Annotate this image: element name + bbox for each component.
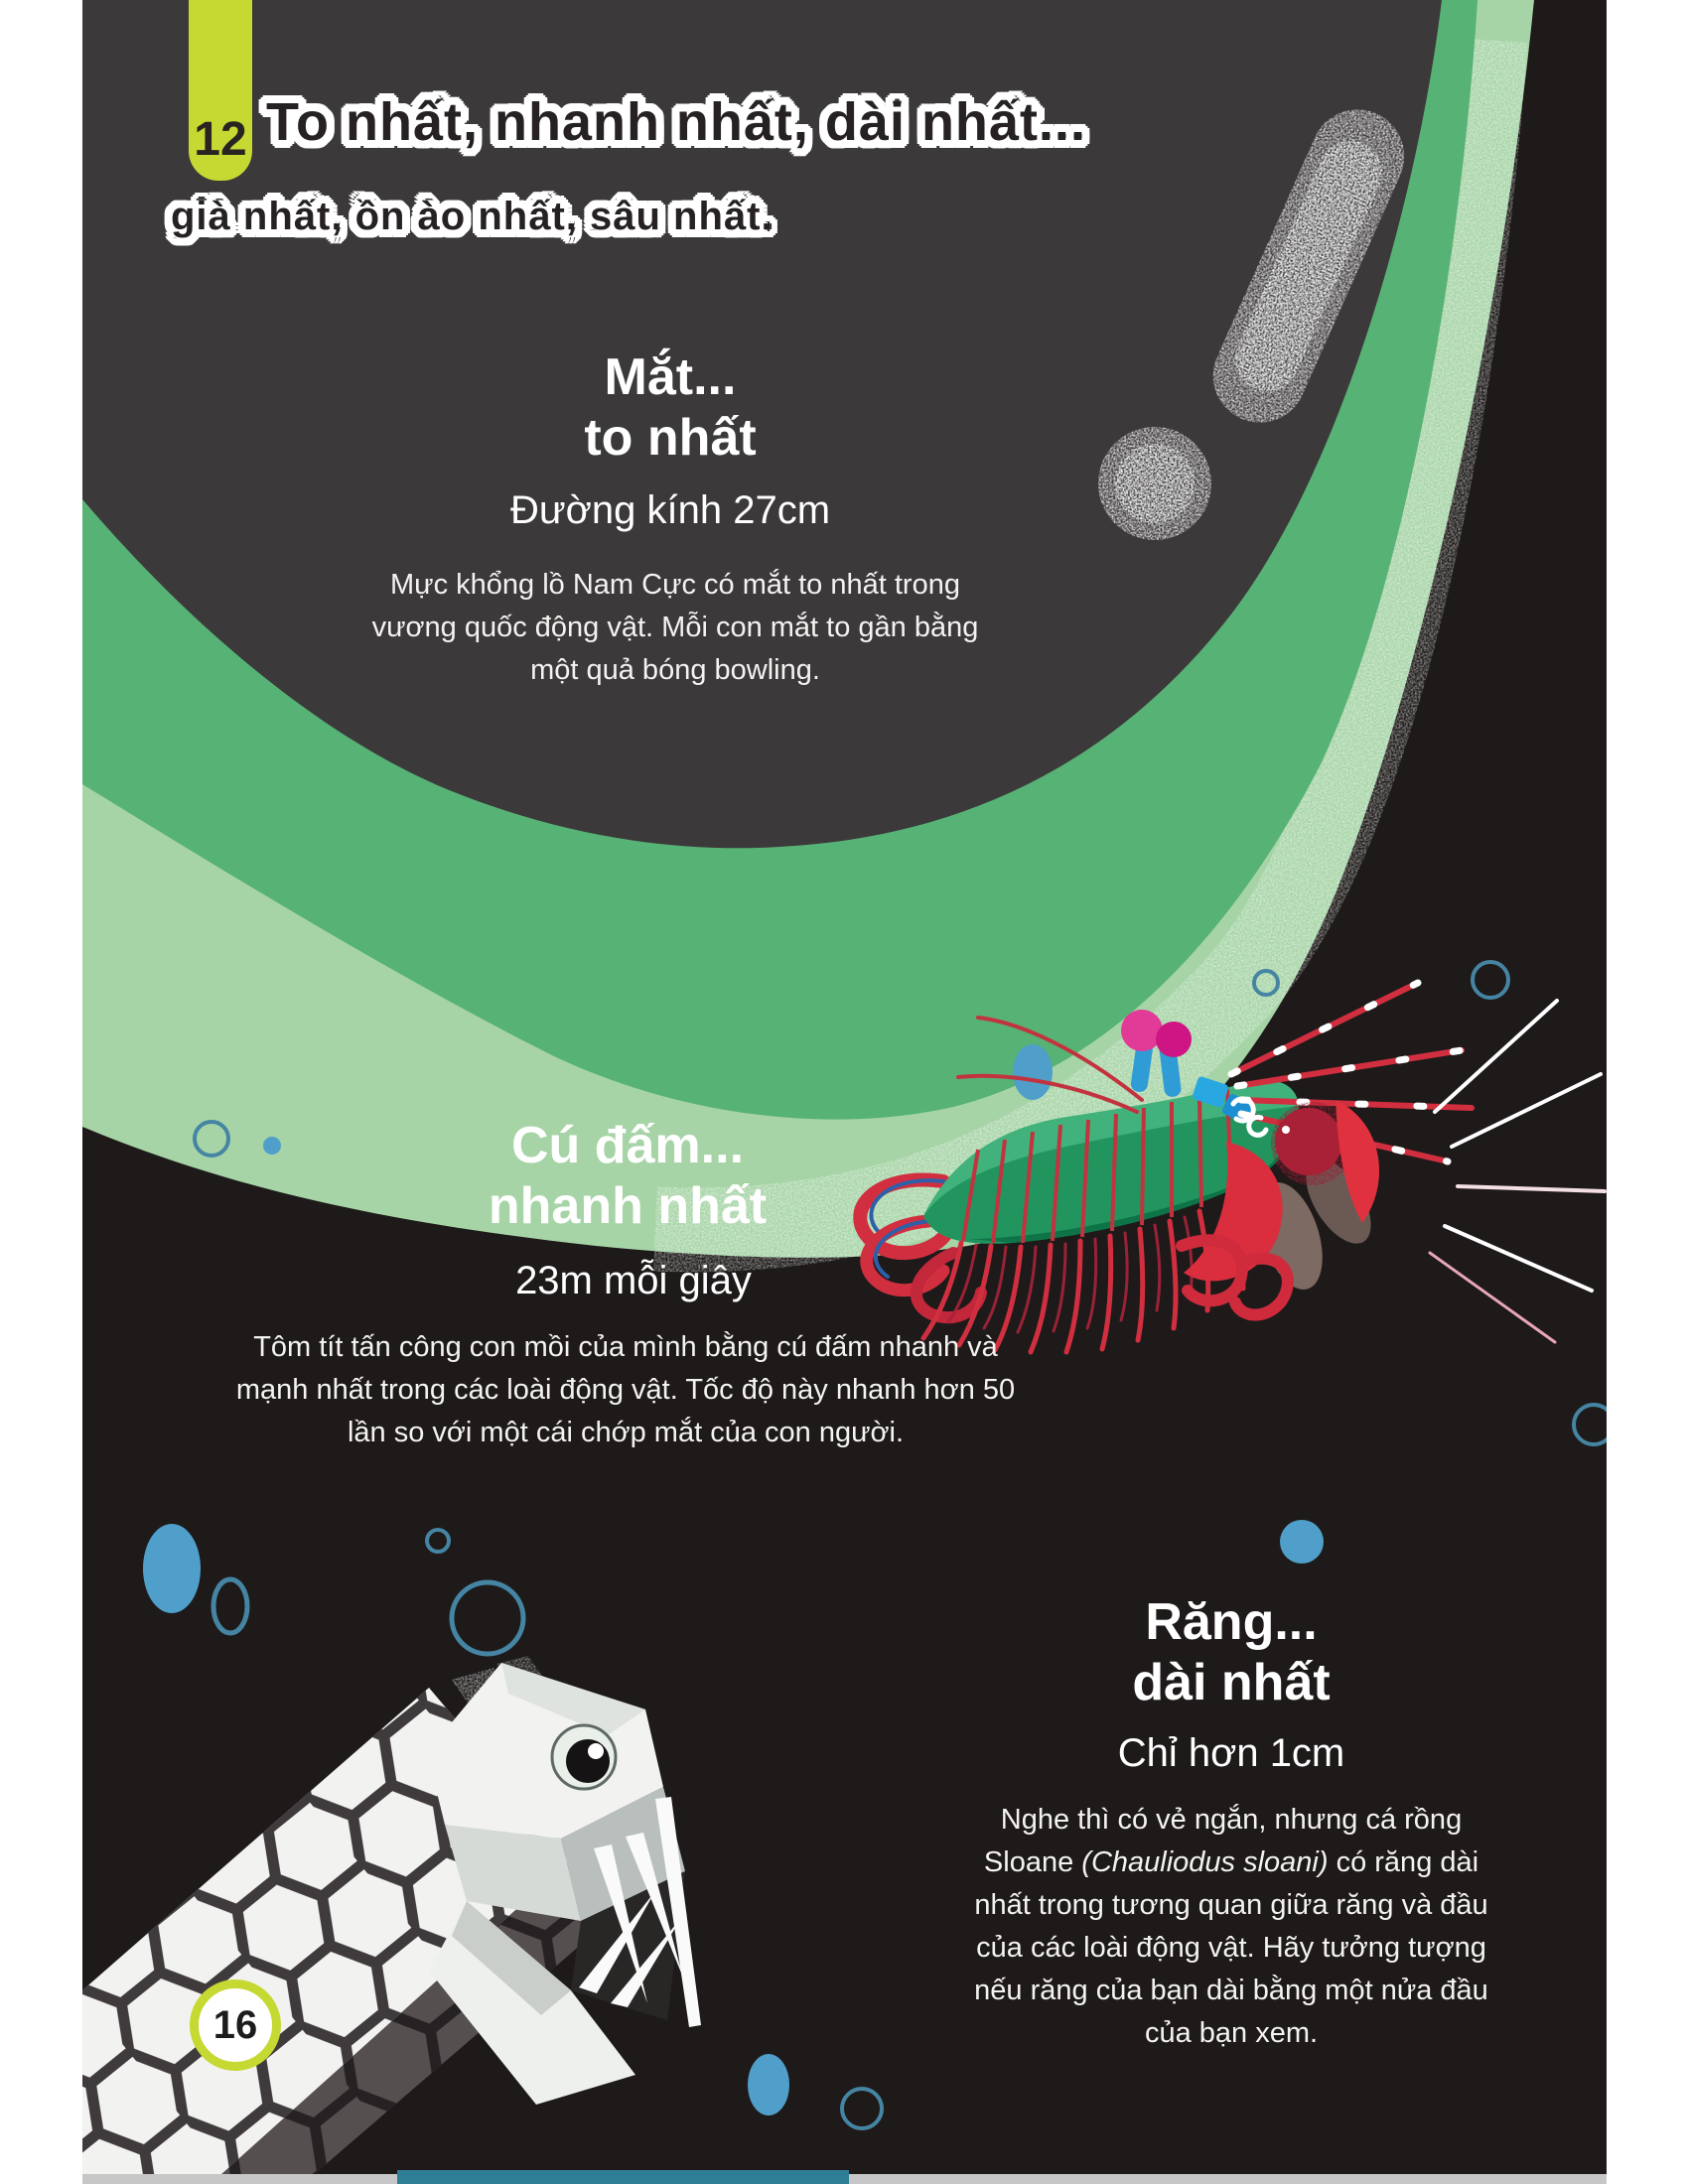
section-biggest-eye-heading [422,347,918,470]
viperfish-eye [552,1725,616,1789]
section-biggest-eye-body: Mực khổng lồ Nam Cực có mắt to nhất trong vương quốc động vật. Mỗi con mắt to gần bằng một quả bóng bowling. [371,569,979,686]
shrimp-eye [1156,1022,1192,1057]
body-text: có răng dài nhất trong tương quan giữa răng và đầu của các loài động vật. Hãy tưởng tượng nếu răng của bạn dài bằng một nửa đầu của bạn xem. [974,1845,1488,2049]
shrimp-eye [1121,1010,1163,1051]
heading-line: Mắt... [604,348,737,406]
bubble [1013,1044,1053,1100]
lesson-number: 12 [194,113,247,166]
page-number-badge [190,1979,281,2071]
section-fastest-punch-body: Tôm tít tấn công con mồi của mình bằng cú đấm nhanh và mạnh nhất trong các loài động vật. Tốc độ này nhanh hơn 50 lần so với một cái chớp mắt của con người. [235,1331,1016,1448]
page-title-line2: già nhất, ồn ào nhất, sâu nhất. [171,195,774,238]
body-text: Nghe thì có vẻ ngắn, nhưng cá rồng Sloane [983,1804,1463,1878]
bubble [748,2054,789,2116]
section-fastest-punch-heading [379,1116,876,1238]
heading-line: to nhất [584,409,757,468]
section-fastest-punch-stat: 23m mỗi giây [515,1259,752,1302]
species-latin-name: (Chauliodus sloani) [1081,1845,1329,1878]
lesson-number-tab [189,0,252,181]
eye-glint-dot [1098,427,1211,540]
section-longest-teeth-heading [983,1592,1479,1714]
bubble [263,1137,281,1155]
section-longest-teeth-stat: Chỉ hơn 1cm [1117,1731,1345,1775]
heading-line: dài nhất [1132,1654,1331,1712]
heading-line: nhanh nhất [488,1177,768,1236]
page-bottom-teal-strip [397,2170,849,2184]
section-biggest-eye-stat: Đường kính 27cm [509,488,831,532]
page-title-line1: To nhất, nhanh nhất, dài nhất... [266,92,1086,152]
heading-line: Răng... [1145,1593,1318,1651]
bubble [143,1524,201,1613]
bubble [1280,1520,1324,1564]
section-longest-teeth-body [973,1799,1489,2054]
page-number: 16 [212,2002,258,2047]
heading-line: Cú đấm... [510,1117,745,1174]
